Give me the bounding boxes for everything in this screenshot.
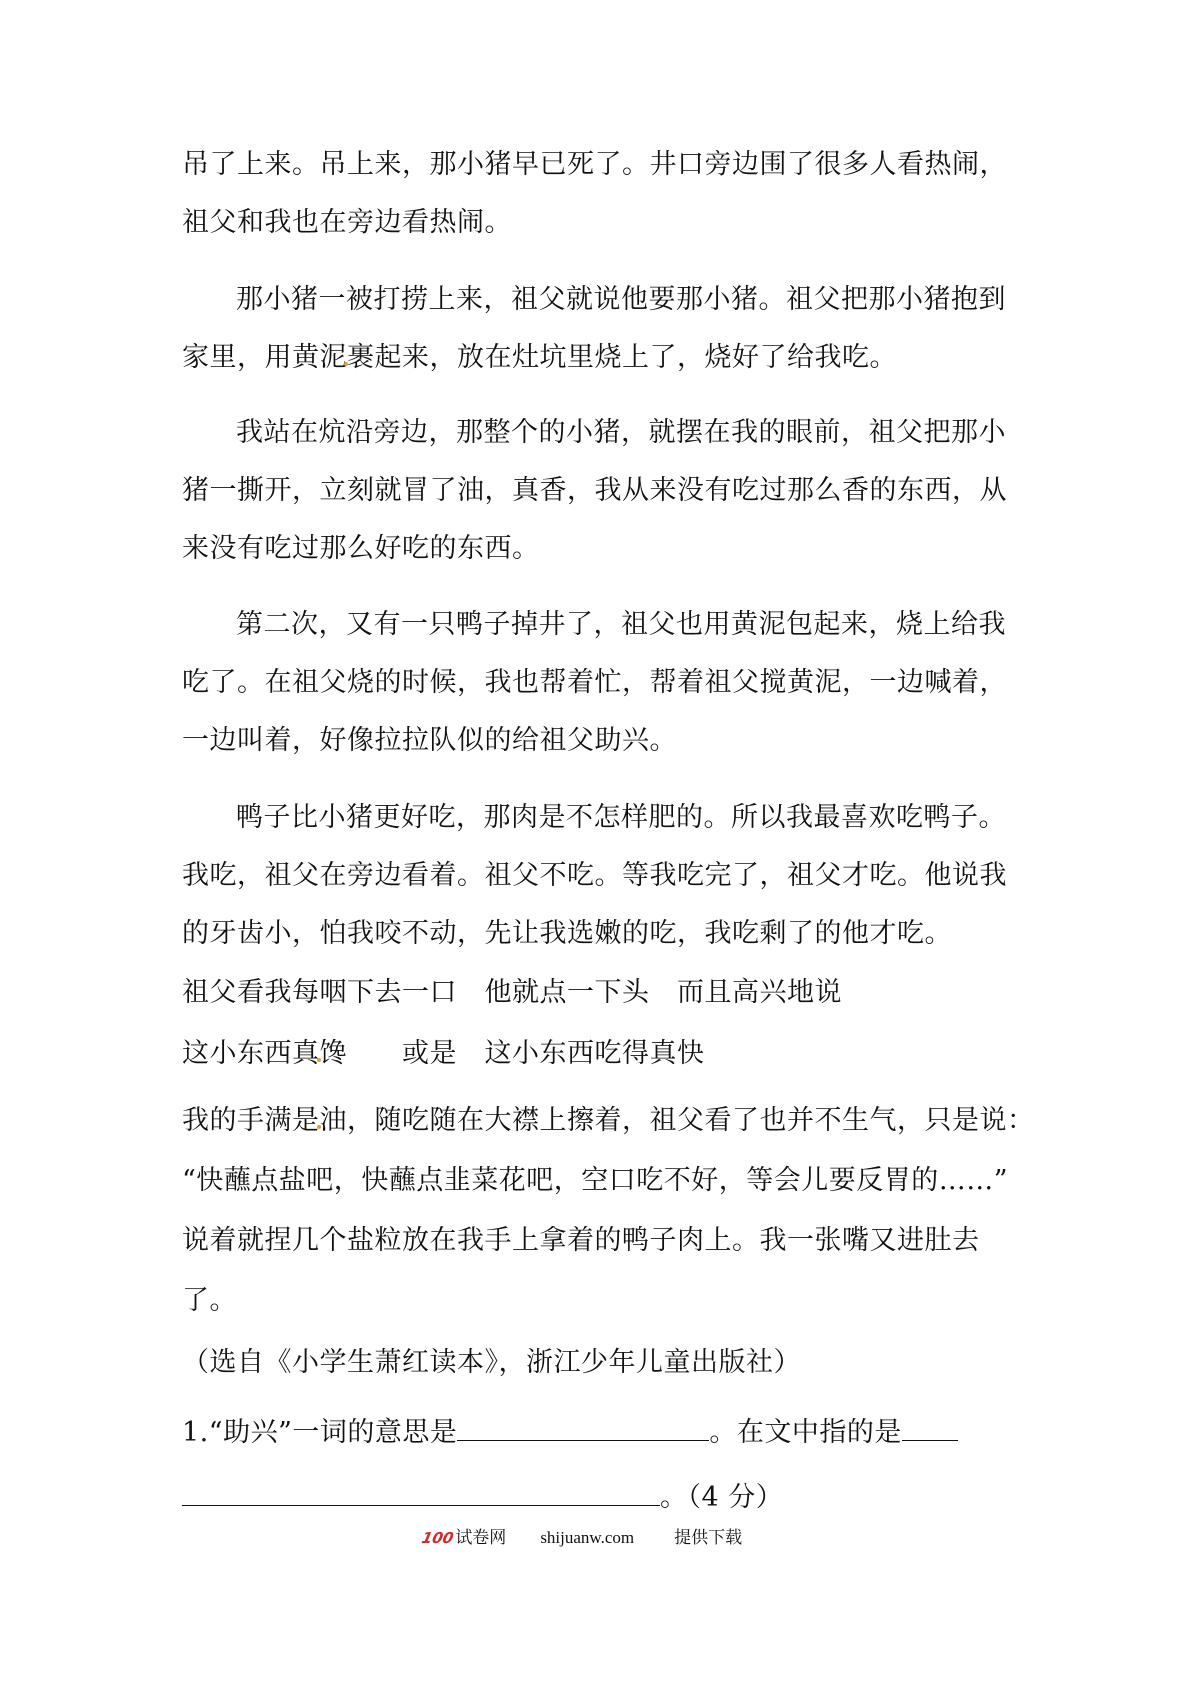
passage-line: 了。 xyxy=(182,1285,237,1316)
question-text: 1.“助兴”一词的意思是 xyxy=(182,1417,458,1448)
download-note: 提供下载 xyxy=(674,1528,743,1548)
passage-line xyxy=(182,341,897,375)
answer-blank-meaning[interactable] xyxy=(457,1414,709,1441)
passage-line: 来没有吃过那么好吃的东西。 xyxy=(182,533,540,564)
passage-line: 的牙齿小，怕我咬不动，先让我选嫩的吃，我吃剩了的他才吃。 xyxy=(182,918,952,949)
site-url[interactable]: shijuanw.com xyxy=(540,1528,635,1547)
site-logo: 100 xyxy=(420,1529,456,1547)
passage-line: 吊了上来。吊上来，那小猪早已死了。井口旁边围了很多人看热闹， xyxy=(182,149,1007,180)
passage-line xyxy=(182,1037,705,1071)
answer-blank-context-continued[interactable] xyxy=(182,1479,660,1506)
passage-line: 说着就捏几个盐粒放在我手上拿着的鸭子肉上。我一张嘴又进肚去 xyxy=(182,1225,980,1256)
source-citation: （选自《小学生萧红读本》，浙江少年儿童出版社） xyxy=(182,1347,801,1378)
passage-line: 祖父和我也在旁边看热闹。 xyxy=(182,207,512,238)
question-1 xyxy=(182,1414,958,1450)
page-footer xyxy=(422,1527,742,1549)
passage-line: 我站在炕沿旁边，那整个的小猪，就摆在我的眼前，祖父把那小 xyxy=(236,417,1006,448)
passage-text: 油，随吃随在大襟上擦着，祖父看了也并不生气，只是说： xyxy=(319,1105,1035,1136)
question-text: 。（4 分） xyxy=(660,1482,784,1513)
passage-text: 馋 或是 这小东西吃得真快 xyxy=(319,1038,705,1069)
passage-line: 那小猪一被打捞上来，祖父就说他要那小猪。祖父把那小猪抱到 xyxy=(236,284,1006,315)
passage-line: 一边叫着，好像拉拉队似的给祖父助兴。 xyxy=(182,725,677,756)
passage-text: 家里，用黄泥 xyxy=(182,342,347,373)
passage-text: 我的手满是 xyxy=(182,1105,320,1136)
passage-line: 猪一撕开，立刻就冒了油，真香，我从来没有吃过那么香的东西，从 xyxy=(182,475,1007,506)
site-logo-text: 试卷网 xyxy=(455,1528,507,1548)
passage-line xyxy=(182,1104,1035,1138)
passage-line: “快蘸点盐吧，快蘸点韭菜花吧，空口吃不好，等会儿要反胃的……” xyxy=(182,1165,1009,1196)
passage-text: 这小东西真 xyxy=(182,1038,320,1069)
question-text: 。在文中指的是 xyxy=(709,1417,902,1448)
passage-line: 第二次，又有一只鸭子掉井了，祖父也用黄泥包起来，烧上给我 xyxy=(236,609,1006,640)
passage-line: 我吃，祖父在旁边看着。祖父不吃。等我吃完了，祖父才吃。他说我 xyxy=(182,860,1007,891)
question-1-continued xyxy=(182,1479,783,1515)
passage-line: 祖父看我每咽下去一口 他就点一下头 而且高兴地说 xyxy=(182,977,842,1008)
passage-line: 鸭子比小猪更好吃，那肉是不怎样肥的。所以我最喜欢吃鸭子。 xyxy=(236,802,1006,833)
passage-line: 吃了。在祖父烧的时候，我也帮着忙，帮着祖父搅黄泥，一边喊着， xyxy=(182,667,1007,698)
answer-blank-context[interactable] xyxy=(902,1414,958,1441)
passage-text: 裹起来，放在灶坑里烧上了，烧好了给我吃。 xyxy=(347,342,897,373)
